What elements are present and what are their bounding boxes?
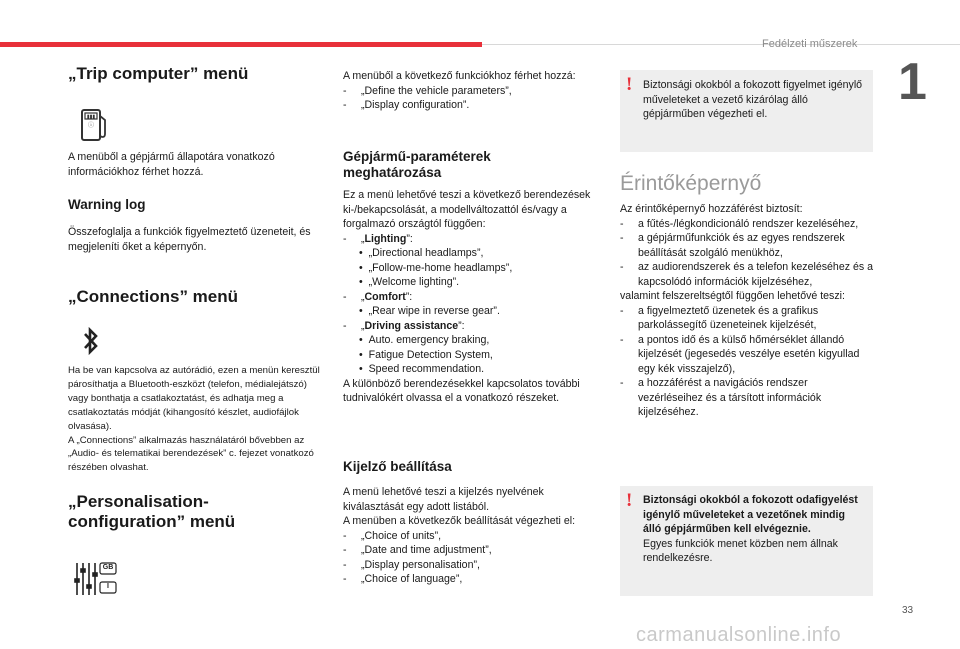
list-item: - a pontos idő és a külső hőmérséklet állandó kijelzését (jegesedés veszélye esetén kigyullad egy kék visszajelző), (620, 333, 860, 375)
personalisation-title-line: „Personalisation- (68, 492, 209, 511)
touchscreen-text (620, 202, 875, 420)
connections-paragraph: Ha be van kapcsolva az autórádió, ezen a menün keresztül párosíthatja a Bluetooth-eszközt (telefon, médialejátszó) vagy bonthatja a csatlakoztatást, és adhatja meg a csatlakoztatás módját (kihangosító készlet, audiofájlok olvasása). (68, 365, 320, 432)
bluetooth-icon (82, 326, 100, 361)
list-item-text: „Date and time adjustment”, (361, 544, 492, 556)
touchscreen-title: Érintőképernyő (620, 172, 762, 195)
list-item-text: Speed recommendation. (368, 363, 485, 375)
vehicle-parameters-footer: A különböző berendezésekkel kapcsolatos további tudnivalókért olvassa el a vonatkozó részeket. (343, 377, 580, 404)
list-item: - „Date and time adjustment”, (343, 544, 492, 556)
personalisation-title-line: configuration” menü (68, 512, 236, 532)
group-suffix: ”: (405, 290, 413, 303)
list-item: - „Display configuration”. (343, 99, 470, 111)
connections-paragraph: A „Connections” alkalmazás használatáról bővebben az „Audio- és telematikai berendezések” c. fejezet vonatkozó részében olvashat. (68, 434, 314, 474)
trip-computer-text: A menüből a gépjármű állapotára vonatkozó információkhoz férhet hozzá. (68, 151, 275, 178)
personalisation-title (68, 492, 235, 532)
group-suffix: ”: (458, 319, 465, 332)
list-item-text: „Choice of units”, (361, 529, 442, 542)
warning-icon: ! (626, 74, 633, 95)
display-settings-title: Kijelző beállítása (343, 459, 452, 474)
menu-intro (343, 69, 593, 113)
safety-warning-text: Biztonsági okokból a fokozott figyelmet igénylő műveleteket a vezető kizárólag álló gépjárműben végezheti el. (643, 79, 863, 120)
list-item: • Speed recommendation. (359, 363, 485, 375)
safety-warning-bold: Biztonsági okokból a fokozott odafigyelést igénylő műveleteket a vezetőnek mindig álló gépjárműben kell elvégeznie. (643, 494, 858, 535)
list-item: • „Welcome lighting”. (359, 276, 460, 288)
chapter-number: 1 (898, 53, 927, 111)
list-item: - „Display personalisation”, (343, 558, 480, 571)
list-item: - „Choice of language”, (343, 573, 463, 585)
safety-warning-text-2 (643, 493, 861, 566)
list-item-text: a gépjárműfunkciók és az egyes rendszerek beállítását szolgáló menükhöz, (638, 232, 845, 259)
fuel-pump-icon (80, 108, 110, 147)
list-item-text: a figyelmeztető üzenetek és a grafikus parkolássegítő üzeneteinek kijelzését, (638, 304, 819, 331)
touchscreen-mid: valamint felszereltségtől függően lehetővé teszi: (620, 290, 845, 302)
list-item: • „Directional headlamps”, (359, 247, 484, 259)
list-item-text: „Welcome lighting”. (368, 276, 460, 288)
section-title: Fedélzeti műszerek (762, 38, 858, 50)
group-name: Lighting (364, 232, 407, 245)
list-item-text: az audiorendszerek és a telefon kezeléséhez és a kapcsolódó információk kijelzéséhez, (638, 261, 873, 288)
group-name: Driving assistance (364, 319, 459, 332)
safety-warning-box (620, 70, 873, 152)
display-settings-text (343, 485, 598, 587)
list-item: • Fatigue Detection System, (359, 348, 493, 361)
page-number: 33 (902, 605, 914, 616)
list-item-text: „Rear wipe in reverse gear”. (368, 305, 500, 317)
touchscreen-intro: Az érintőképernyő hozzáférést biztosít: (620, 203, 803, 215)
warning-log-title: Warning log (68, 197, 146, 212)
list-item: • „Rear wipe in reverse gear”. (359, 305, 500, 317)
list-item-text: „Display personalisation”, (361, 558, 480, 571)
header-accent-bar (0, 42, 482, 47)
group-suffix: ”: (406, 232, 413, 245)
display-settings-paragraph: A menü lehetővé teszi a kijelzés nyelvének kiválasztását egy adott listából. (343, 486, 544, 513)
list-item: - a hozzáférést a navigációs rendszer vezérléseihez és a társított információk kijelzéséhez. (620, 377, 822, 418)
list-item: - a figyelmeztető üzenetek és a grafikus parkolássegítő üzeneteinek kijelzését, (620, 304, 819, 331)
list-item-text: Fatigue Detection System, (368, 348, 493, 361)
gb-label: GB (102, 564, 114, 571)
group-comfort: - „Comfort”: (343, 290, 413, 303)
list-item: • „Follow-me-home headlamps”, (359, 261, 513, 274)
title-line: Gépjármű-paraméterek (343, 149, 491, 164)
trip-computer-title: „Trip computer” menü (68, 64, 249, 83)
menu-intro-text: A menüből a következő funkciókhoz férhet hozzá: (343, 70, 576, 82)
list-item-text: „Follow-me-home headlamps”, (368, 261, 513, 274)
group-name: Comfort (364, 290, 406, 303)
safety-warning-note: Egyes funkciók menet közben nem állnak rendelkezésre. (643, 537, 838, 564)
display-settings-paragraph: A menüben a következők beállítását végezheti el: (343, 515, 576, 527)
list-item-text: a fűtés-/légkondicionáló rendszer kezeléséhez, (638, 217, 859, 230)
settings-sliders-gb-icon (74, 561, 118, 602)
list-item-text: „Define the vehicle parameters”, (361, 84, 512, 97)
list-item-text: a hozzáférést a navigációs rendszer vezérléseihez és a társított információk kijelzéséhez. (638, 377, 822, 418)
list-item: - „Define the vehicle parameters”, (343, 84, 512, 97)
warning-log-text: Összefoglalja a funkciók figyelmeztető üzeneteit, és megjeleníti őket a képernyőn. (68, 226, 311, 253)
i-label: I (107, 583, 109, 590)
group-lighting: - „Lighting”: (343, 232, 413, 245)
watermark: carmanualsonline.info (636, 624, 842, 646)
list-item-text: Auto. emergency braking, (368, 334, 490, 346)
list-item-text: a pontos idő és a külső hőmérséklet állandó kijelzését (jegesedés veszélye esetén kigyullad egy kék visszajelző), (638, 333, 860, 375)
group-driving-assistance: - „Driving assistance”: (343, 319, 465, 332)
list-item: - a gépjárműfunkciók és az egyes rendszerek beállítását szolgáló menükhöz, (620, 232, 845, 259)
list-item: - a fűtés-/légkondicionáló rendszer kezeléséhez, (620, 217, 859, 230)
title-line: meghatározása (343, 165, 442, 181)
connections-text (68, 364, 326, 475)
list-item-text: „Display configuration”. (361, 99, 470, 111)
safety-warning-box-2 (620, 486, 873, 596)
list-item: - az audiorendszerek és a telefon kezeléséhez és a kapcsolódó információk kijelzéséhez, (620, 261, 873, 288)
svg-text:ⓘ: ⓘ (87, 122, 95, 129)
header-rule (482, 44, 960, 45)
list-item: • Auto. emergency braking, (359, 334, 490, 346)
list-item-text: „Directional headlamps”, (368, 247, 484, 259)
connections-title: „Connections” menü (68, 287, 239, 306)
vehicle-parameters-intro: Ez a menü lehetővé teszi a következő berendezések ki-/bekapcsolását, a modellváltozattól és/vagy a forgalmazó országtól függően: (343, 189, 591, 230)
list-item-text: „Choice of language”, (361, 573, 463, 585)
warning-icon: ! (626, 490, 633, 511)
vehicle-parameters-text (343, 188, 598, 406)
svg-text:▮▮▮: ▮▮▮ (86, 114, 96, 120)
vehicle-parameters-title (343, 149, 491, 181)
list-item: - „Choice of units”, (343, 529, 442, 542)
